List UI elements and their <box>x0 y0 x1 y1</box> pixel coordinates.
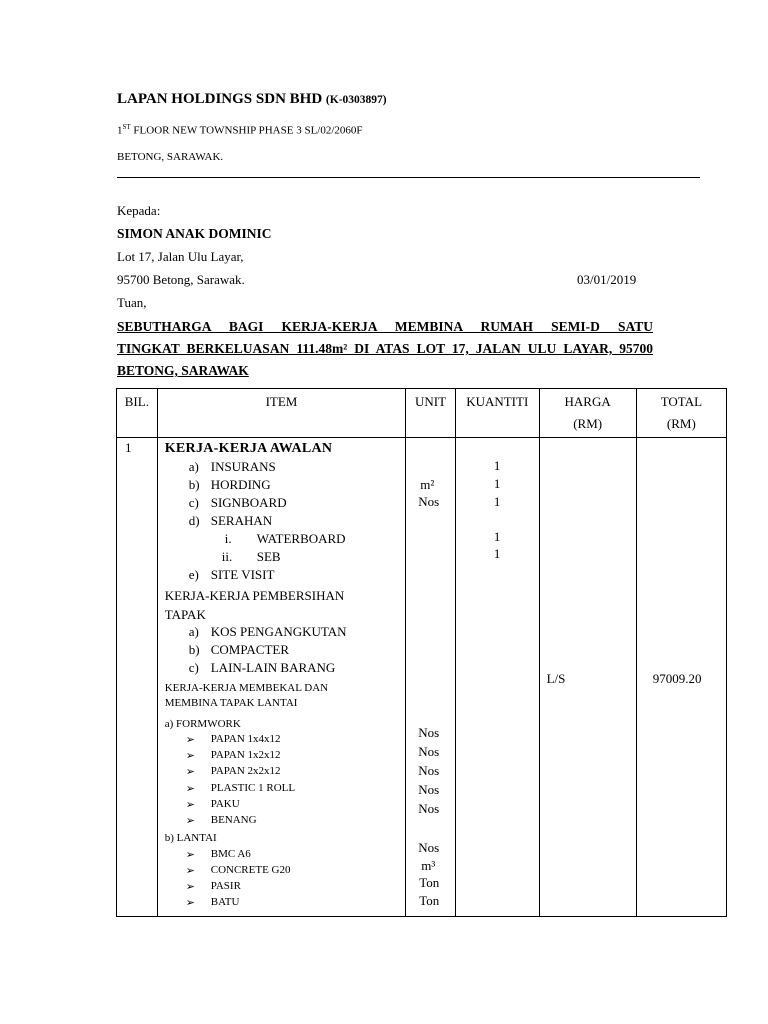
quantity-value: 1 <box>493 529 501 544</box>
s1-sub-item-waterboard: WATERBOARD <box>256 531 346 546</box>
formwork-item: PAKU <box>210 797 240 810</box>
company-address-line1 <box>117 123 363 137</box>
quantity-value: 1 <box>493 546 501 561</box>
formwork-item: PAPAN 2x2x12 <box>210 765 281 778</box>
header-bil <box>117 389 158 438</box>
section-title-pembersihan-line2: TAPAK <box>164 607 206 622</box>
letter-date: 03/01/2019 <box>577 272 637 287</box>
cell-bil <box>117 438 158 917</box>
recipient-name: SIMON ANAK DOMINIC <box>117 226 272 241</box>
s1-marker: e) <box>188 567 199 582</box>
cell-harga <box>539 438 636 917</box>
unit-value: Nos <box>418 763 440 778</box>
quantity-value: 1 <box>493 458 501 473</box>
header-unit <box>406 389 456 438</box>
harga-value: L/S <box>546 671 566 686</box>
s2-marker: a) <box>188 624 199 639</box>
section-title-membekal-line2: MEMBINA TAPAK LANTAI <box>164 697 298 709</box>
cell-item <box>157 438 405 917</box>
bullet-arrow-icon: ➢ <box>185 815 195 827</box>
salutation: Tuan, <box>117 295 147 310</box>
address-floor-suffix: ST <box>122 123 131 131</box>
subject-line2: TINGKAT BERKELUASAN 111.48m² DI ATAS LOT 17, JALAN ULU LAYAR, 95700 <box>117 341 653 356</box>
bullet-arrow-icon: ➢ <box>185 865 195 877</box>
unit-value: m³ <box>421 857 436 873</box>
s1-item-signboard: SIGNBOARD <box>210 495 287 510</box>
s2-item-kos-pengangkutan: KOS PENGANGKUTAN <box>210 624 347 639</box>
s2-item-compacter: COMPACTER <box>210 642 290 657</box>
formwork-label: a) FORMWORK <box>164 718 241 730</box>
bullet-arrow-icon: ➢ <box>185 782 195 795</box>
header-bil-label: BIL. <box>124 394 149 409</box>
bullet-arrow-icon: ➢ <box>185 734 195 746</box>
lantai-item: BATU <box>210 896 240 908</box>
bullet-arrow-icon: ➢ <box>185 766 195 779</box>
section-title-membekal-line1: KERJA-KERJA MEMBEKAL DAN <box>164 682 329 694</box>
s1-marker: d) <box>188 513 200 528</box>
bullet-arrow-icon: ➢ <box>185 881 195 893</box>
quotation-table <box>116 388 727 917</box>
s1-sub-marker: ii. <box>221 549 233 564</box>
formwork-item: PAPAN 1x4x12 <box>210 733 281 745</box>
header-harga-unit: (RM) <box>573 416 603 431</box>
header-item <box>157 389 405 438</box>
subject-line1: SEBUTHARGA BAGI KERJA-KERJA MEMBINA RUMAH SEMI-D SATU <box>117 319 653 334</box>
unit-value: Nos <box>418 801 440 816</box>
s1-item-hording: HORDING <box>210 477 271 492</box>
section-title-pembersihan-line1: KERJA-KERJA PEMBERSIHAN <box>164 588 345 603</box>
header-harga-label: HARGA <box>564 394 611 409</box>
company-address-line2: BETONG, SARAWAK. <box>117 151 224 163</box>
bullet-arrow-icon: ➢ <box>185 798 195 811</box>
formwork-item: PLASTIC 1 ROLL <box>210 781 296 794</box>
company-name <box>117 91 387 108</box>
unit-value: Nos <box>418 494 440 509</box>
bullet-arrow-icon: ➢ <box>185 849 195 861</box>
lantai-item: PASIR <box>210 880 241 892</box>
bullet-arrow-icon: ➢ <box>185 897 195 909</box>
s1-marker: c) <box>188 495 199 510</box>
cell-kuantiti <box>455 438 539 917</box>
bil-value: 1 <box>125 440 132 455</box>
formwork-item: BENANG <box>210 814 257 826</box>
s1-item-serahan: SERAHAN <box>210 513 273 528</box>
subject-line3: BETONG, SARAWAK <box>117 363 249 378</box>
kepada-label: Kepada: <box>117 203 161 218</box>
s1-item-insurans: INSURANS <box>210 459 276 474</box>
header-total <box>636 389 726 438</box>
quantity-value: 1 <box>493 494 501 509</box>
lantai-item: CONCRETE G20 <box>210 864 291 876</box>
table-header-row <box>117 389 727 438</box>
bullet-arrow-icon: ➢ <box>185 750 195 763</box>
unit-value: Nos <box>418 744 440 759</box>
header-unit-label: UNIT <box>415 394 447 409</box>
header-total-unit: (RM) <box>666 416 696 431</box>
quantity-value: 1 <box>493 476 501 491</box>
unit-value: Nos <box>418 840 440 855</box>
header-kuantiti-label: KUANTITI <box>466 394 529 409</box>
s1-marker: a) <box>188 459 199 474</box>
address-floor-number: 1 <box>117 124 123 137</box>
lantai-item: BMC A6 <box>210 848 251 860</box>
recipient-address-line1: Lot 17, Jalan Ulu Layar, <box>117 249 244 264</box>
letterhead-divider <box>117 177 700 178</box>
s1-item-site-visit: SITE VISIT <box>210 567 275 582</box>
unit-value: Ton <box>419 892 440 908</box>
formwork-item: PAPAN 1x2x12 <box>210 749 281 762</box>
s2-marker: b) <box>188 642 200 657</box>
subject-heading <box>117 316 653 382</box>
total-value: 97009.20 <box>652 671 702 686</box>
s2-marker: c) <box>188 660 199 675</box>
header-total-label: TOTAL <box>660 394 703 409</box>
unit-value: m² <box>420 477 435 492</box>
s1-sub-marker: i. <box>224 531 232 546</box>
unit-value: Nos <box>418 782 440 797</box>
table-row <box>117 438 727 917</box>
header-harga <box>539 389 636 438</box>
section-title-kerja-awalan: KERJA-KERJA AWALAN <box>164 441 333 456</box>
lantai-label: b) LANTAI <box>164 832 217 844</box>
s1-marker: b) <box>188 477 200 492</box>
s1-sub-item-seb: SEB <box>256 549 281 564</box>
header-item-label: ITEM <box>265 394 298 409</box>
s2-item-lain-lain-barang: LAIN-LAIN BARANG <box>210 660 336 675</box>
unit-value: Nos <box>418 725 440 740</box>
unit-value: Ton <box>419 875 440 890</box>
cell-unit <box>406 438 456 917</box>
cell-total <box>636 438 726 917</box>
company-name-text: LAPAN HOLDINGS SDN BHD <box>117 91 323 107</box>
address-line1-text: FLOOR NEW TOWNSHIP PHASE 3 SL/02/2060F <box>130 124 363 137</box>
company-registration: (K-0303897) <box>325 94 387 106</box>
recipient-address-line2: 95700 Betong, Sarawak. <box>117 272 245 287</box>
header-kuantiti <box>455 389 539 438</box>
